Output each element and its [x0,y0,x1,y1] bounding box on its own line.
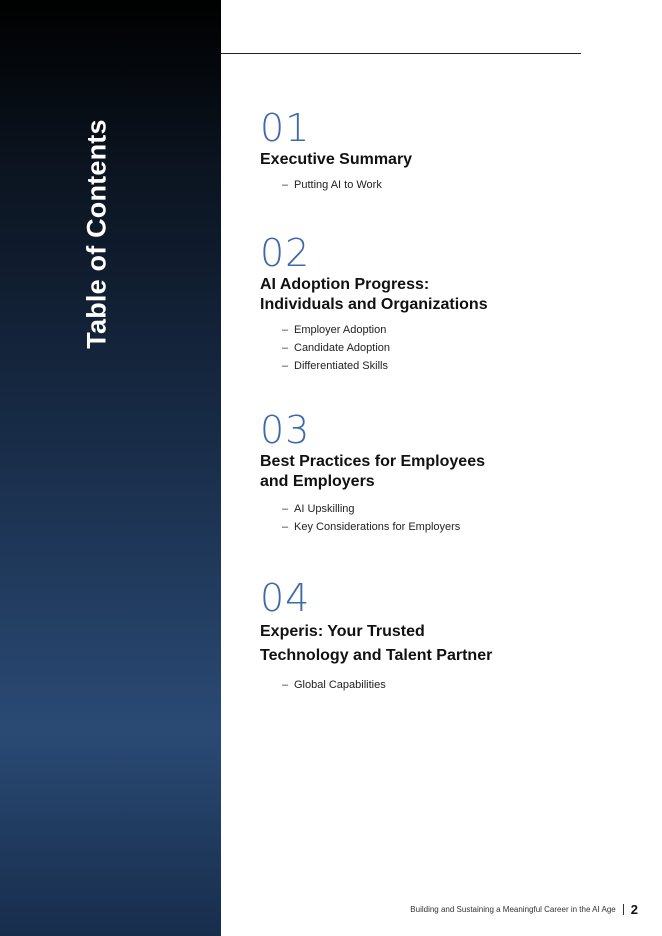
section-heading-line: Experis: Your Trusted [260,623,425,640]
footer-document-title: Building and Sustaining a Meaningful Career in the AI Age [410,905,616,914]
subsection-item[interactable] [282,321,620,339]
section-number: 02 [260,231,311,275]
section-heading-line: Individuals and Organizations [260,296,488,313]
page-number: 2 [630,902,638,917]
subsection-list [282,676,620,694]
subsection-list [282,500,620,536]
subsection-label: Global Capabilities [294,679,386,691]
section-heading[interactable] [260,275,620,315]
toc-section-03 [260,410,620,536]
subsection-label: Employer Adoption [294,324,387,336]
subsection-item[interactable] [282,176,620,194]
dash-icon: – [282,521,289,533]
dash-icon: – [282,503,289,515]
section-number: 04 [260,576,311,620]
dash-icon: – [282,679,289,691]
dash-icon: – [282,179,289,191]
section-heading-line: Best Practices for Employees [260,453,485,470]
section-heading[interactable] [260,150,620,170]
section-number: 03 [260,408,311,452]
subsection-list [282,176,620,194]
toc-section-01 [260,108,620,194]
section-heading[interactable] [260,452,620,492]
subsection-label: Candidate Adoption [294,342,391,354]
section-heading-line: AI Adoption Progress: [260,276,430,293]
section-heading[interactable] [260,620,620,668]
subsection-label: Key Considerations for Employers [294,521,461,533]
sidebar-panel [0,0,221,936]
section-heading-line: Technology and Talent Partner [260,647,493,664]
subsection-label: AI Upskilling [294,503,355,515]
top-divider [221,53,581,54]
subsection-label: Differentiated Skills [294,360,388,372]
subsection-item[interactable] [282,500,620,518]
subsection-list [282,321,620,375]
footer-divider [623,904,624,915]
subsection-label: Putting AI to Work [294,179,382,191]
toc-section-04 [260,578,620,694]
section-heading-line: Executive Summary [260,151,413,168]
page-footer [410,902,638,917]
toc-section-02 [260,233,620,375]
subsection-item[interactable] [282,676,620,694]
section-number: 01 [260,106,311,150]
section-heading-line: and Employers [260,473,375,490]
dash-icon: – [282,360,289,372]
subsection-item[interactable] [282,357,620,375]
dash-icon: – [282,342,289,354]
subsection-item[interactable] [282,518,620,536]
sidebar-title: Table of Contents [81,119,112,349]
dash-icon: – [282,324,289,336]
subsection-item[interactable] [282,339,620,357]
